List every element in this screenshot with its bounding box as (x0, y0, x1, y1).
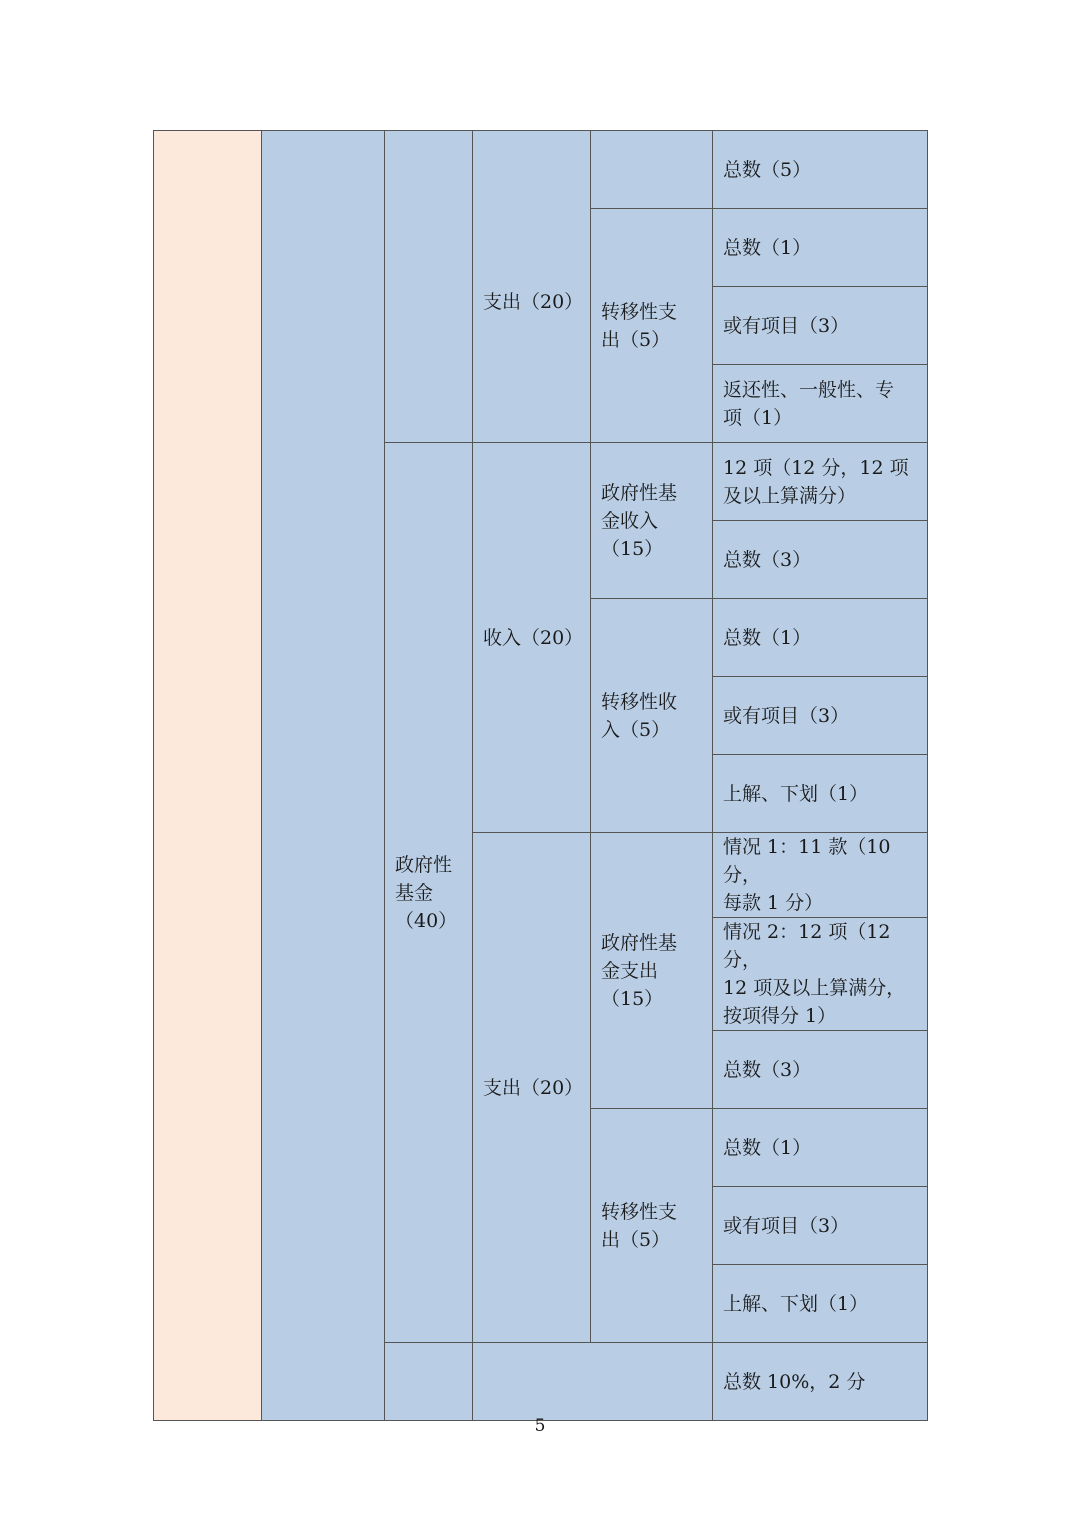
section-cell-lower (385, 1343, 473, 1421)
expense-cell-1: 支出（20） (473, 131, 591, 443)
item-cell: 总数（3） (713, 1031, 928, 1109)
budget-score-table (153, 130, 928, 1421)
item-cell: 上解、下划（1） (713, 755, 928, 833)
blank-cell-1 (591, 131, 713, 209)
item-cell: 总数 10%，2 分 (713, 1343, 928, 1421)
item-cell: 12 项（12 分，12 项 及以上算满分） (713, 443, 928, 521)
category-cell (154, 131, 262, 1421)
transfer-expense-cell-1: 转移性支 出（5） (591, 209, 713, 443)
fund-income-cell: 政府性基 金收入 （15） (591, 443, 713, 599)
item-cell: 或有项目（3） (713, 677, 928, 755)
fund-expense-cell: 政府性基 金支出 （15） (591, 833, 713, 1109)
section-cell-upper (385, 131, 473, 443)
item-cell: 情况 2：12 项（12 分， 12 项及以上算满分， 按项得分 1） (713, 918, 928, 1031)
transfer-income-cell: 转移性收 入（5） (591, 599, 713, 833)
item-cell: 总数（3） (713, 521, 928, 599)
item-cell: 总数（5） (713, 131, 928, 209)
table-row (154, 131, 928, 209)
transfer-expense-cell-2: 转移性支 出（5） (591, 1109, 713, 1343)
item-cell: 上解、下划（1） (713, 1265, 928, 1343)
item-cell: 或有项目（3） (713, 1187, 928, 1265)
item-cell: 总数（1） (713, 209, 928, 287)
item-cell: 或有项目（3） (713, 287, 928, 365)
income-cell: 收入（20） (473, 443, 591, 833)
blank-cell-2 (473, 1343, 713, 1421)
expense-cell-2: 支出（20） (473, 833, 591, 1343)
item-cell: 情况 1：11 款（10 分， 每款 1 分） (713, 833, 928, 918)
page-number: 5 (534, 1416, 546, 1436)
item-cell: 总数（1） (713, 1109, 928, 1187)
fund-label-cell: 政府性 基金 （40） (385, 443, 473, 1343)
subcategory-cell (262, 131, 385, 1421)
item-cell: 返还性、一般性、专 项（1） (713, 365, 928, 443)
item-cell: 总数（1） (713, 599, 928, 677)
